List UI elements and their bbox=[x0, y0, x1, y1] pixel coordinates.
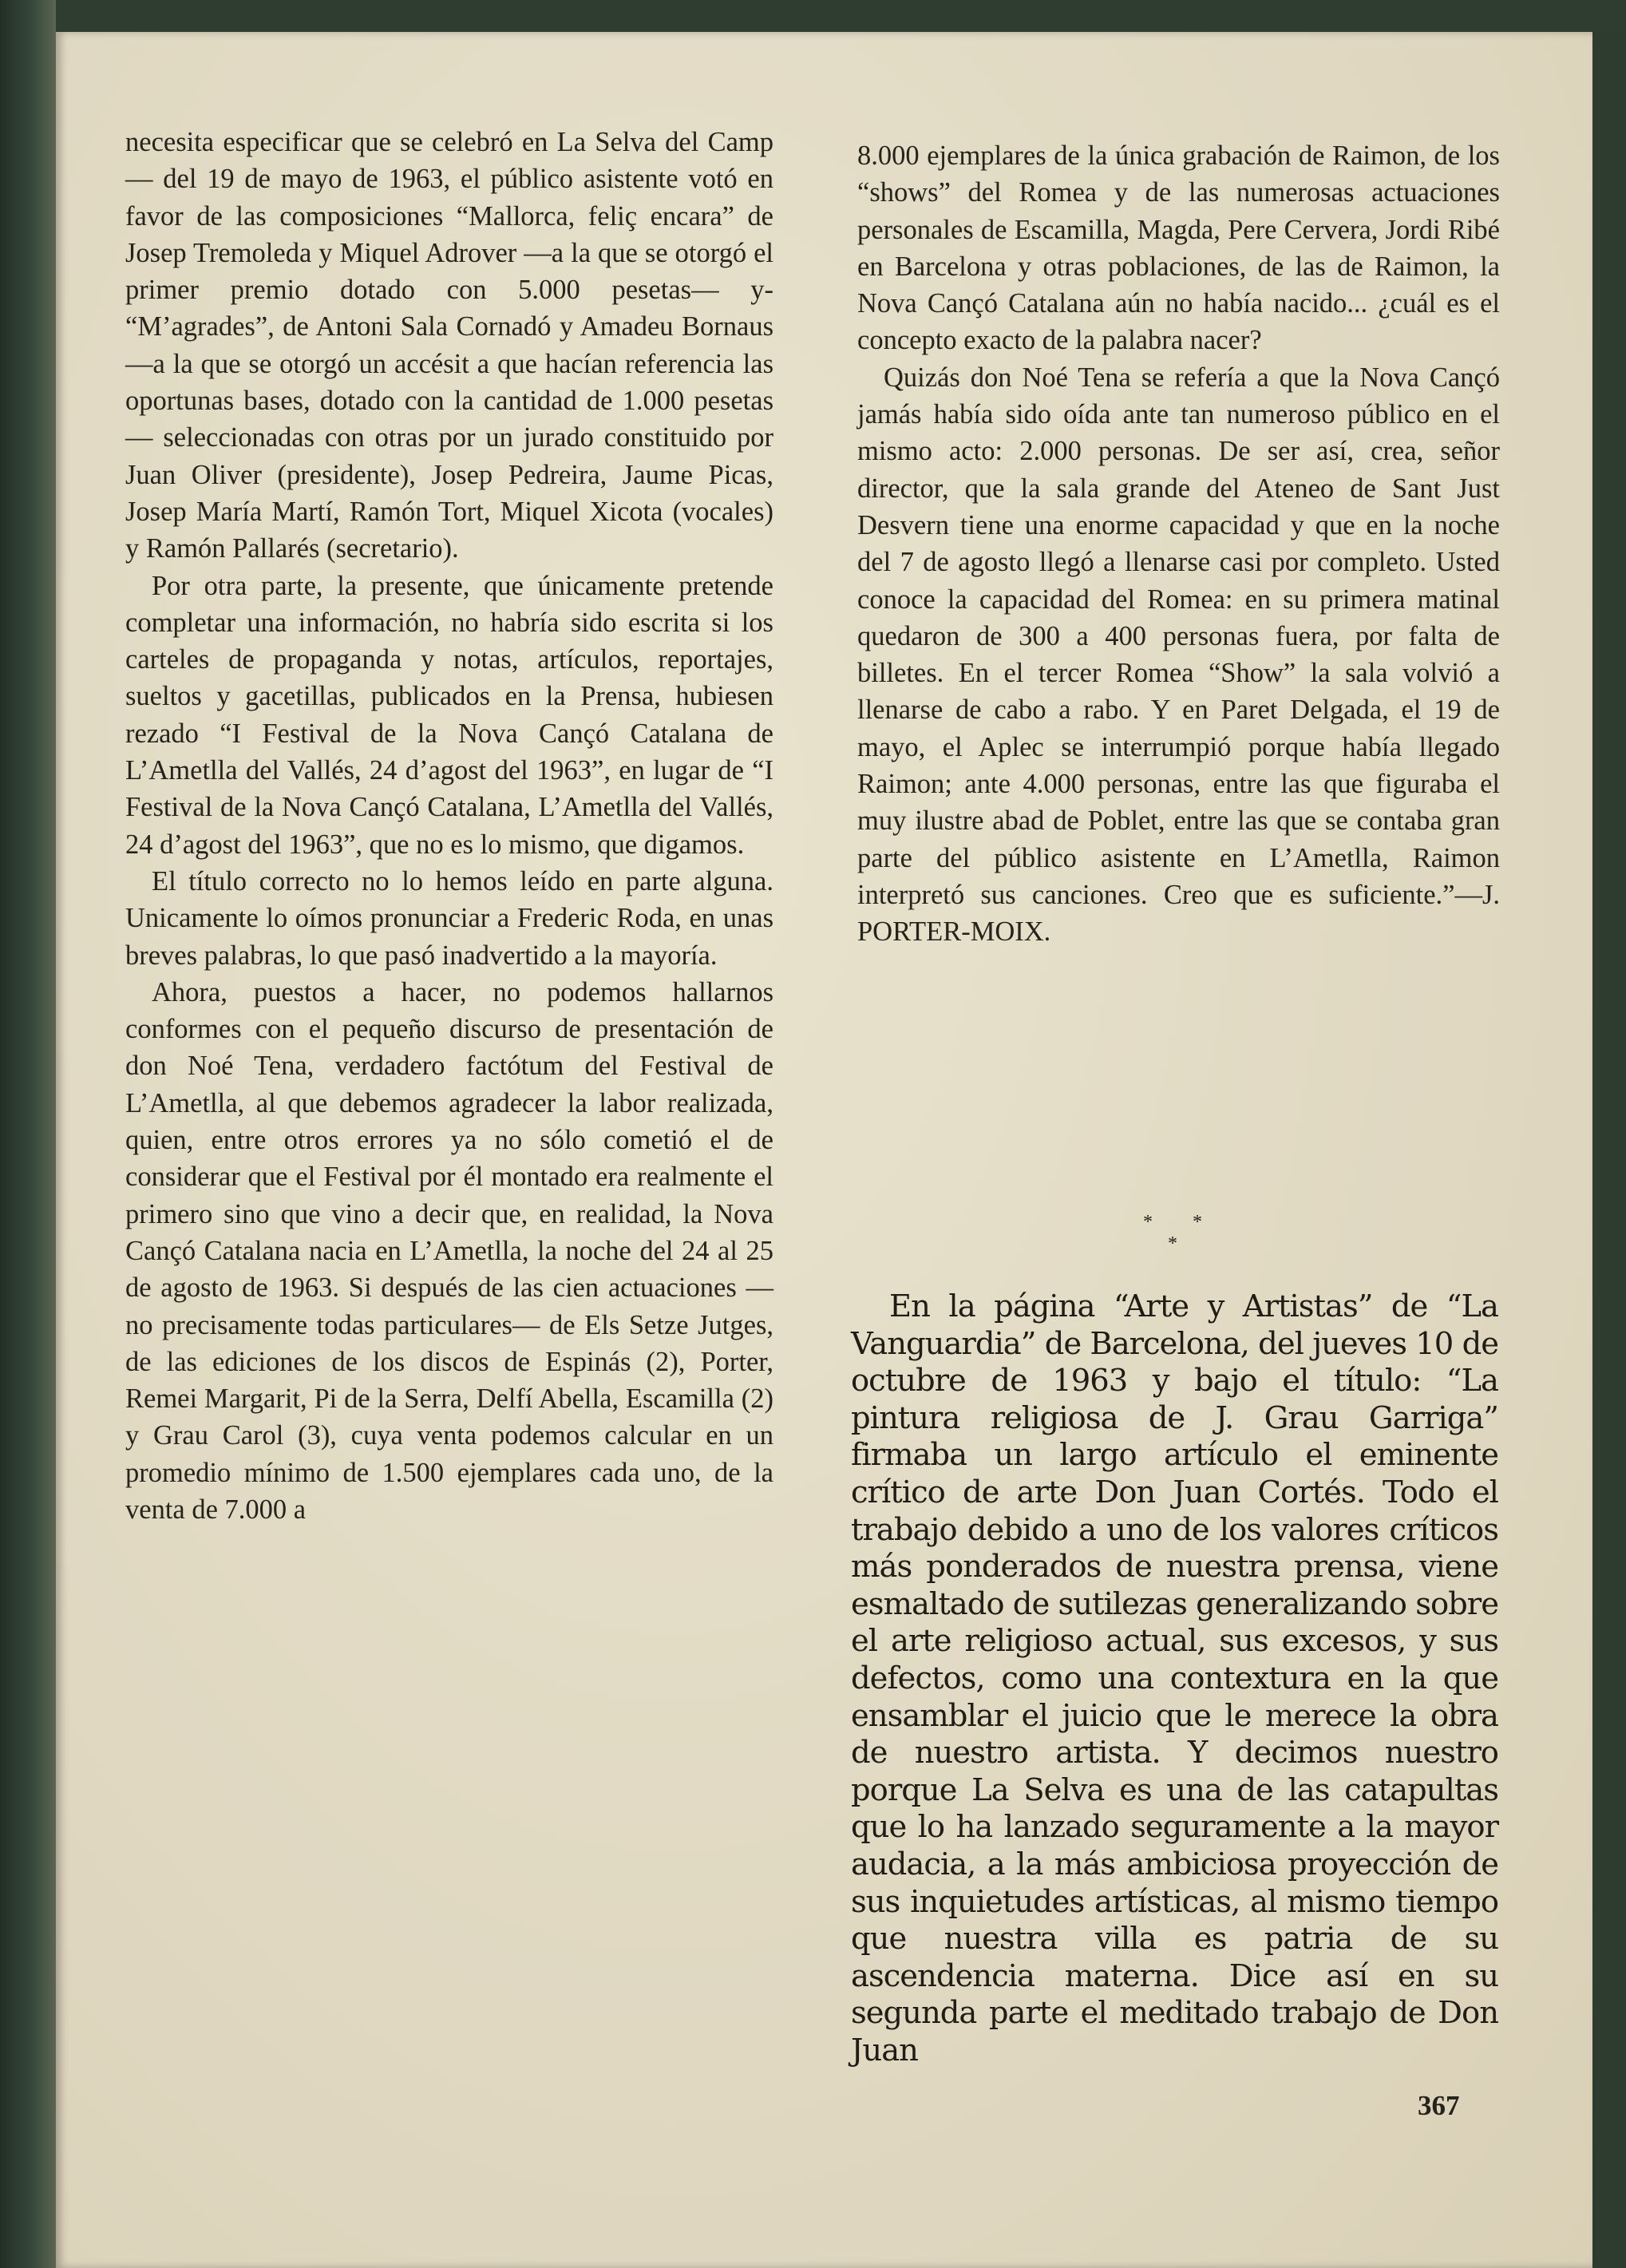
paragraph: necesita especificar que se celebró en La Selva del Camp— del 19 de mayo de 1963, el público asistente votó en favor de las composiciones “Mallorca, feliç encara” de Josep Tremoleda y Miquel Adrover —a la que se otorgó el primer premio dotado con 5.000 pesetas— y- “M’agrades”, de Antoni Sala Cornadó y Amadeu Bornaus —a la que se otorgó un accésit a que hacían referencia las oportunas bases, dotado con la cantidad de 1.000 pesetas— seleccionadas con otras por un jurado constituido por Juan Oliver (presidente), Josep Pedreira, Jaume Picas, Josep María Martí, Ramón Tort, Miquel Xicota (vocales) y Ramón Pallarés (secretario). bbox=[125, 127, 773, 564]
paragraph: 8.000 ejemplares de la única grabación de Raimon, de los “shows” del Romea y de las numerosas actuaciones personales de Escamilla, Magda, Pere Cervera, Jordi Ribé en Barcelona y otras poblaciones, de las de Raimon, la Nova Cançó Catalana aún no había nacido... ¿cuál es el concepto exacto de la palabra nacer? bbox=[857, 141, 1500, 356]
left-column bbox=[125, 124, 773, 1528]
section-separator: * * * bbox=[1143, 1212, 1220, 1254]
right-edge bbox=[1592, 32, 1626, 2268]
paragraph: En la página “Arte y Artistas” de “La Vanguardia” de Barcelona, del jueves 10 de octubre de 1963 y bajo el título: “La pintura religiosa de J. Grau Garriga” firmaba un largo artículo el eminente crítico de arte Don Juan Cortés. Todo el trabajo debido a uno de los valores críticos más ponderados de nuestra prensa, viene esmaltado de sutilezas generalizando sobre el arte religioso actual, sus excesos, y sus defectos, como una contextura en la que ensamblar el juicio que le merece la obra de nuestro artista. Y decimos nuestro porque La Selva es una de las catapultas que lo ha lanzado seguramente a la mayor audacia, a la más ambiciosa proyección de sus inquietudes artísticas, al mismo tiempo que nuestra villa es patria de su ascendencia materna. Dice así en su segunda parte el meditado trabajo de Don Juan bbox=[851, 1288, 1498, 2068]
paragraph: Quizás don Noé Tena se refería a que la Nova Cançó jamás había sido oída ante tan numeroso público en el mismo acto: 2.000 personas. De ser así, crea, señor director, que la sala grande del Ateneo de Sant Just Desvern tiene una enorme capacidad y que en la noche del 7 de agosto llegó a llenarse casi por completo. Usted conoce la capacidad del Romea: en su primera matinal quedaron de 300 a 400 personas fuera, por falta de billetes. En el tercer Romea “Show” la sala volvió a llenarse de cabo a rabo. Y en Paret Delgada, el 19 de mayo, el Aplec se interrumpió porque había llegado Raimon; ante 4.000 personas, entre las que figuraba el muy ilustre abad de Poblet, entre las que se contaba gran parte del público asistente en L’Ametlla, Raimon interpretó sus canciones. Creo que es suficiente.”—J. PORTER-MOIX. bbox=[857, 362, 1500, 948]
book-spine-shadow bbox=[0, 0, 56, 2268]
page-number: 367 bbox=[1418, 2090, 1460, 2121]
top-edge bbox=[56, 0, 1626, 32]
paragraph: Por otra parte, la presente, que únicamente pretende completar una información, no habría sido escrita si los carteles de propaganda y notas, artículos, reportajes, sueltos y gacetillas, publicados en la Prensa, hubiesen rezado “I Festival de la Nova Cançó Catalana de L’Ametlla del Vallés, 24 d’agost del 1963”, en lugar de “I Festival de la Nova Cançó Catalana, L’Ametlla del Vallés, 24 d’agost del 1963”, que no es lo mismo, que digamos. bbox=[125, 570, 773, 860]
paragraph: Ahora, puestos a hacer, no podemos hallarnos conformes con el pequeño discurso de presentación de don Noé Tena, verdadero factótum del Festival de L’Ametlla, al que debemos agradecer la labor realizada, quien, entre otros errores ya no sólo cometió el de considerar que el Festival por él montado era realmente el primero sino que vino a decir que, en realidad, la Nova Cançó Catalana nacia en L’Ametlla, la noche del 24 al 25 de agosto de 1963. Si después de las cien actuaciones —no precisamente todas particulares— de Els Setze Jutges, de las ediciones de los discos de Espinás (2), Porter, Remei Margarit, Pi de la Serra, Delfí Abella, Escamilla (2) y Grau Carol (3), cuya venta podemos calcular en un promedio mínimo de 1.500 ejemplares cada uno, de la venta de 7.000 a bbox=[125, 976, 773, 1525]
paragraph: El título correcto no lo hemos leído en parte alguna. Unicamente lo oímos pronunciar a Frederic Roda, en unas breves palabras, lo que pasó inadvertido a la mayoría. bbox=[125, 865, 773, 971]
right-column-bottom bbox=[851, 1288, 1498, 2069]
right-column-top bbox=[857, 137, 1500, 951]
